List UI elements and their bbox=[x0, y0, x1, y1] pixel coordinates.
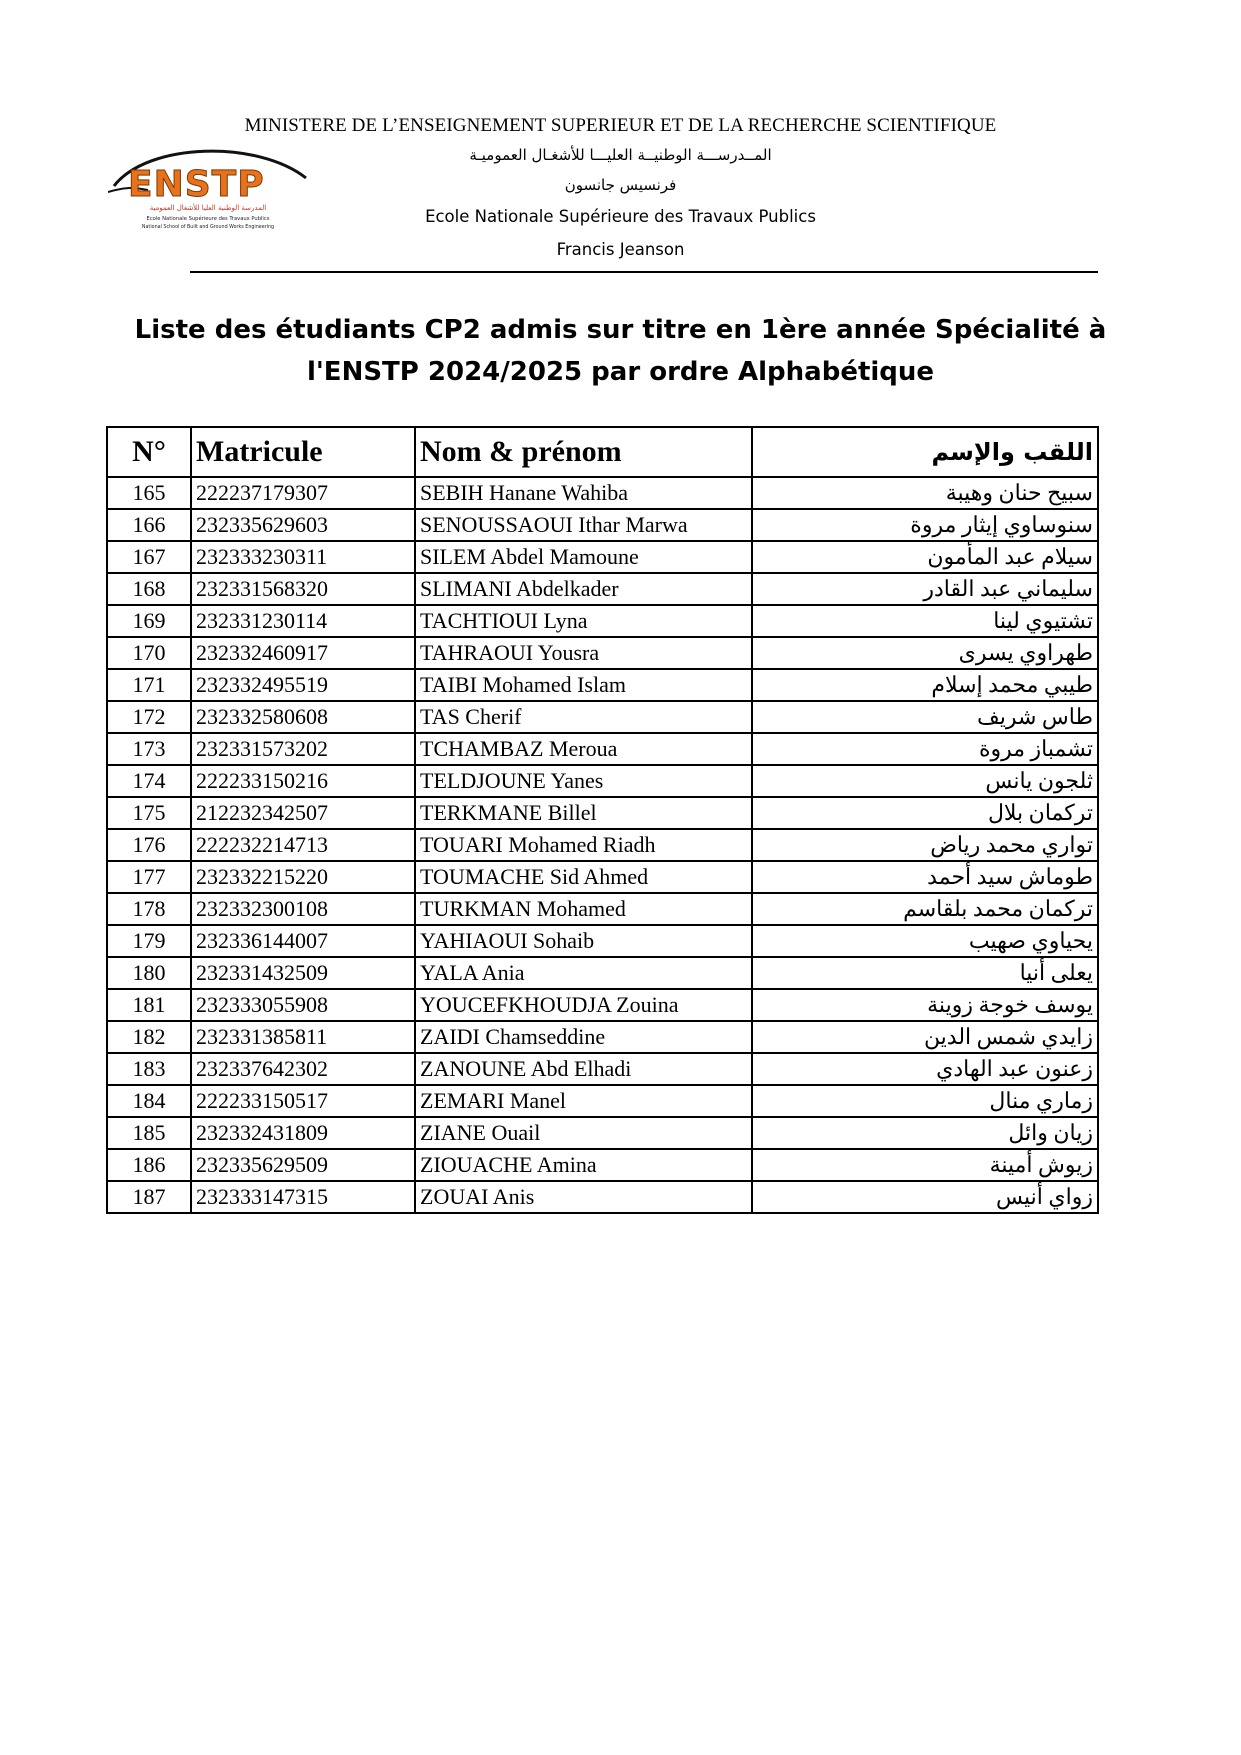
row-name-arabic: سليماني عبد القادر bbox=[752, 573, 1098, 605]
row-name: TURKMAN Mohamed bbox=[415, 893, 752, 925]
table-row bbox=[107, 797, 1098, 829]
row-name-arabic: يوسف خوجة زوينة bbox=[752, 989, 1098, 1021]
row-matricule: 222233150216 bbox=[191, 765, 415, 797]
table-row bbox=[107, 1181, 1098, 1213]
row-matricule: 222237179307 bbox=[191, 477, 415, 509]
row-name-arabic: تركمان بلال bbox=[752, 797, 1098, 829]
row-name-arabic: زايدي شمس الدين bbox=[752, 1021, 1098, 1053]
row-name: TACHTIOUI Lyna bbox=[415, 605, 752, 637]
row-number: 186 bbox=[107, 1149, 191, 1181]
row-number: 177 bbox=[107, 861, 191, 893]
row-name-arabic: زيوش أمينة bbox=[752, 1149, 1098, 1181]
table-row bbox=[107, 573, 1098, 605]
row-name: ZANOUNE Abd Elhadi bbox=[415, 1053, 752, 1085]
table-body bbox=[107, 477, 1098, 1213]
row-matricule: 232331432509 bbox=[191, 957, 415, 989]
row-name-arabic: زعنون عبد الهادي bbox=[752, 1053, 1098, 1085]
row-name-arabic: تشتيوي لينا bbox=[752, 605, 1098, 637]
row-matricule: 232337642302 bbox=[191, 1053, 415, 1085]
logo-subtitle-fr: Ecole Nationale Supérieure des Travaux Publics bbox=[146, 216, 270, 222]
row-matricule: 232332460917 bbox=[191, 637, 415, 669]
row-name: YOUCEFKHOUDJA Zouina bbox=[415, 989, 752, 1021]
students-table bbox=[106, 426, 1099, 1214]
title-line-1: Liste des étudiants CP2 admis sur titre en 1ère année Spécialité à bbox=[134, 315, 1107, 345]
row-name-arabic: تشمباز مروة bbox=[752, 733, 1098, 765]
table-row bbox=[107, 1149, 1098, 1181]
francis-jeanson-arabic: فرنسيس جانسون bbox=[564, 176, 677, 194]
row-number: 166 bbox=[107, 509, 191, 541]
table-row bbox=[107, 541, 1098, 573]
row-name: YALA Ania bbox=[415, 957, 752, 989]
row-name: ZOUAI Anis bbox=[415, 1181, 752, 1213]
table-row bbox=[107, 893, 1098, 925]
row-matricule: 232331230114 bbox=[191, 605, 415, 637]
row-name: YAHIAOUI Sohaib bbox=[415, 925, 752, 957]
row-matricule: 232335629603 bbox=[191, 509, 415, 541]
row-name-arabic: زيان وائل bbox=[752, 1117, 1098, 1149]
row-matricule: 232332300108 bbox=[191, 893, 415, 925]
table-row bbox=[107, 1053, 1098, 1085]
table-row bbox=[107, 509, 1098, 541]
table-row bbox=[107, 701, 1098, 733]
row-name-arabic: ثلجون يانس bbox=[752, 765, 1098, 797]
row-name-arabic: طوماش سيد أحمد bbox=[752, 861, 1098, 893]
row-number: 180 bbox=[107, 957, 191, 989]
row-matricule: 212232342507 bbox=[191, 797, 415, 829]
row-name-arabic: سيلام عبد المأمون bbox=[752, 541, 1098, 573]
row-matricule: 232333230311 bbox=[191, 541, 415, 573]
row-name: SILEM Abdel Mamoune bbox=[415, 541, 752, 573]
row-matricule: 232332580608 bbox=[191, 701, 415, 733]
table-row bbox=[107, 1021, 1098, 1053]
table-row bbox=[107, 1085, 1098, 1117]
row-name: TCHAMBAZ Meroua bbox=[415, 733, 752, 765]
table-row bbox=[107, 957, 1098, 989]
row-number: 183 bbox=[107, 1053, 191, 1085]
row-matricule: 222232214713 bbox=[191, 829, 415, 861]
row-number: 168 bbox=[107, 573, 191, 605]
row-matricule: 232332431809 bbox=[191, 1117, 415, 1149]
row-name: TAIBI Mohamed Islam bbox=[415, 669, 752, 701]
title-line-2: l'ENSTP 2024/2025 par ordre Alphabétique bbox=[306, 357, 935, 387]
table-row bbox=[107, 477, 1098, 509]
row-name: TOUARI Mohamed Riadh bbox=[415, 829, 752, 861]
header-name: Nom & prénom bbox=[415, 427, 752, 477]
table-row bbox=[107, 733, 1098, 765]
row-name-arabic: طاس شريف bbox=[752, 701, 1098, 733]
row-name-arabic: تركمان محمد بلقاسم bbox=[752, 893, 1098, 925]
row-name: TAHRAOUI Yousra bbox=[415, 637, 752, 669]
row-matricule: 232331385811 bbox=[191, 1021, 415, 1053]
row-matricule: 232336144007 bbox=[191, 925, 415, 957]
row-number: 173 bbox=[107, 733, 191, 765]
row-name: TOUMACHE Sid Ahmed bbox=[415, 861, 752, 893]
row-number: 170 bbox=[107, 637, 191, 669]
row-name: SLIMANI Abdelkader bbox=[415, 573, 752, 605]
table-row bbox=[107, 925, 1098, 957]
row-number: 182 bbox=[107, 1021, 191, 1053]
row-name: ZIOUACHE Amina bbox=[415, 1149, 752, 1181]
row-matricule: 232335629509 bbox=[191, 1149, 415, 1181]
row-number: 176 bbox=[107, 829, 191, 861]
row-matricule: 232333055908 bbox=[191, 989, 415, 1021]
row-number: 165 bbox=[107, 477, 191, 509]
ministry-heading: MINISTERE DE L’ENSEIGNEMENT SUPERIEUR ET DE LA RECHERCHE SCIENTIFIQUE bbox=[244, 115, 997, 136]
row-name-arabic: سبيح حنان وهيبة bbox=[752, 477, 1098, 509]
row-name-arabic: زماري منال bbox=[752, 1085, 1098, 1117]
document-title bbox=[0, 309, 1241, 393]
logo-subtitle-ar: المدرسة الوطنية العليا للأشغال العمومية bbox=[149, 204, 267, 212]
row-name: TELDJOUNE Yanes bbox=[415, 765, 752, 797]
row-number: 172 bbox=[107, 701, 191, 733]
row-number: 185 bbox=[107, 1117, 191, 1149]
row-name-arabic: طيبي محمد إسلام bbox=[752, 669, 1098, 701]
table-row bbox=[107, 605, 1098, 637]
header-matricule: Matricule bbox=[191, 427, 415, 477]
table-row bbox=[107, 829, 1098, 861]
header-number: N° bbox=[107, 427, 191, 477]
table-row bbox=[107, 669, 1098, 701]
header-divider bbox=[190, 271, 1098, 273]
row-matricule: 222233150517 bbox=[191, 1085, 415, 1117]
row-number: 179 bbox=[107, 925, 191, 957]
table-row bbox=[107, 637, 1098, 669]
row-name: TAS Cherif bbox=[415, 701, 752, 733]
row-number: 167 bbox=[107, 541, 191, 573]
row-number: 169 bbox=[107, 605, 191, 637]
row-matricule: 232331573202 bbox=[191, 733, 415, 765]
logo-acronym: ENSTP bbox=[128, 164, 265, 205]
header-name-arabic: اللقب والإسم bbox=[752, 427, 1098, 477]
row-name: ZAIDI Chamseddine bbox=[415, 1021, 752, 1053]
table-header-row bbox=[107, 427, 1098, 477]
row-matricule: 232332215220 bbox=[191, 861, 415, 893]
row-name-arabic: يعلى أنيا bbox=[752, 957, 1098, 989]
row-number: 178 bbox=[107, 893, 191, 925]
francis-jeanson-french: Francis Jeanson bbox=[556, 240, 685, 259]
row-number: 175 bbox=[107, 797, 191, 829]
row-name-arabic: يحياوي صهيب bbox=[752, 925, 1098, 957]
logo-subtitle-en: National School of Built and Ground Works Engineering bbox=[141, 225, 275, 230]
row-number: 187 bbox=[107, 1181, 191, 1213]
row-name-arabic: طهراوي يسرى bbox=[752, 637, 1098, 669]
school-name-french: Ecole Nationale Supérieure des Travaux Publics bbox=[425, 207, 816, 226]
row-number: 174 bbox=[107, 765, 191, 797]
row-name: ZEMARI Manel bbox=[415, 1085, 752, 1117]
table-row bbox=[107, 1117, 1098, 1149]
row-name: SENOUSSAOUI Ithar Marwa bbox=[415, 509, 752, 541]
school-name-arabic: المــدرســـة الوطنيــة العليـــا للأشغـال العموميـة bbox=[469, 146, 772, 164]
table-row bbox=[107, 861, 1098, 893]
row-name-arabic: زواي أنيس bbox=[752, 1181, 1098, 1213]
row-matricule: 232333147315 bbox=[191, 1181, 415, 1213]
table-row bbox=[107, 989, 1098, 1021]
row-matricule: 232332495519 bbox=[191, 669, 415, 701]
row-number: 171 bbox=[107, 669, 191, 701]
row-matricule: 232331568320 bbox=[191, 573, 415, 605]
row-name: TERKMANE Billel bbox=[415, 797, 752, 829]
row-number: 181 bbox=[107, 989, 191, 1021]
row-name: ZIANE Ouail bbox=[415, 1117, 752, 1149]
table-row bbox=[107, 765, 1098, 797]
row-number: 184 bbox=[107, 1085, 191, 1117]
row-name: SEBIH Hanane Wahiba bbox=[415, 477, 752, 509]
row-name-arabic: سنوساوي إيثار مروة bbox=[752, 509, 1098, 541]
row-name-arabic: تواري محمد رياض bbox=[752, 829, 1098, 861]
